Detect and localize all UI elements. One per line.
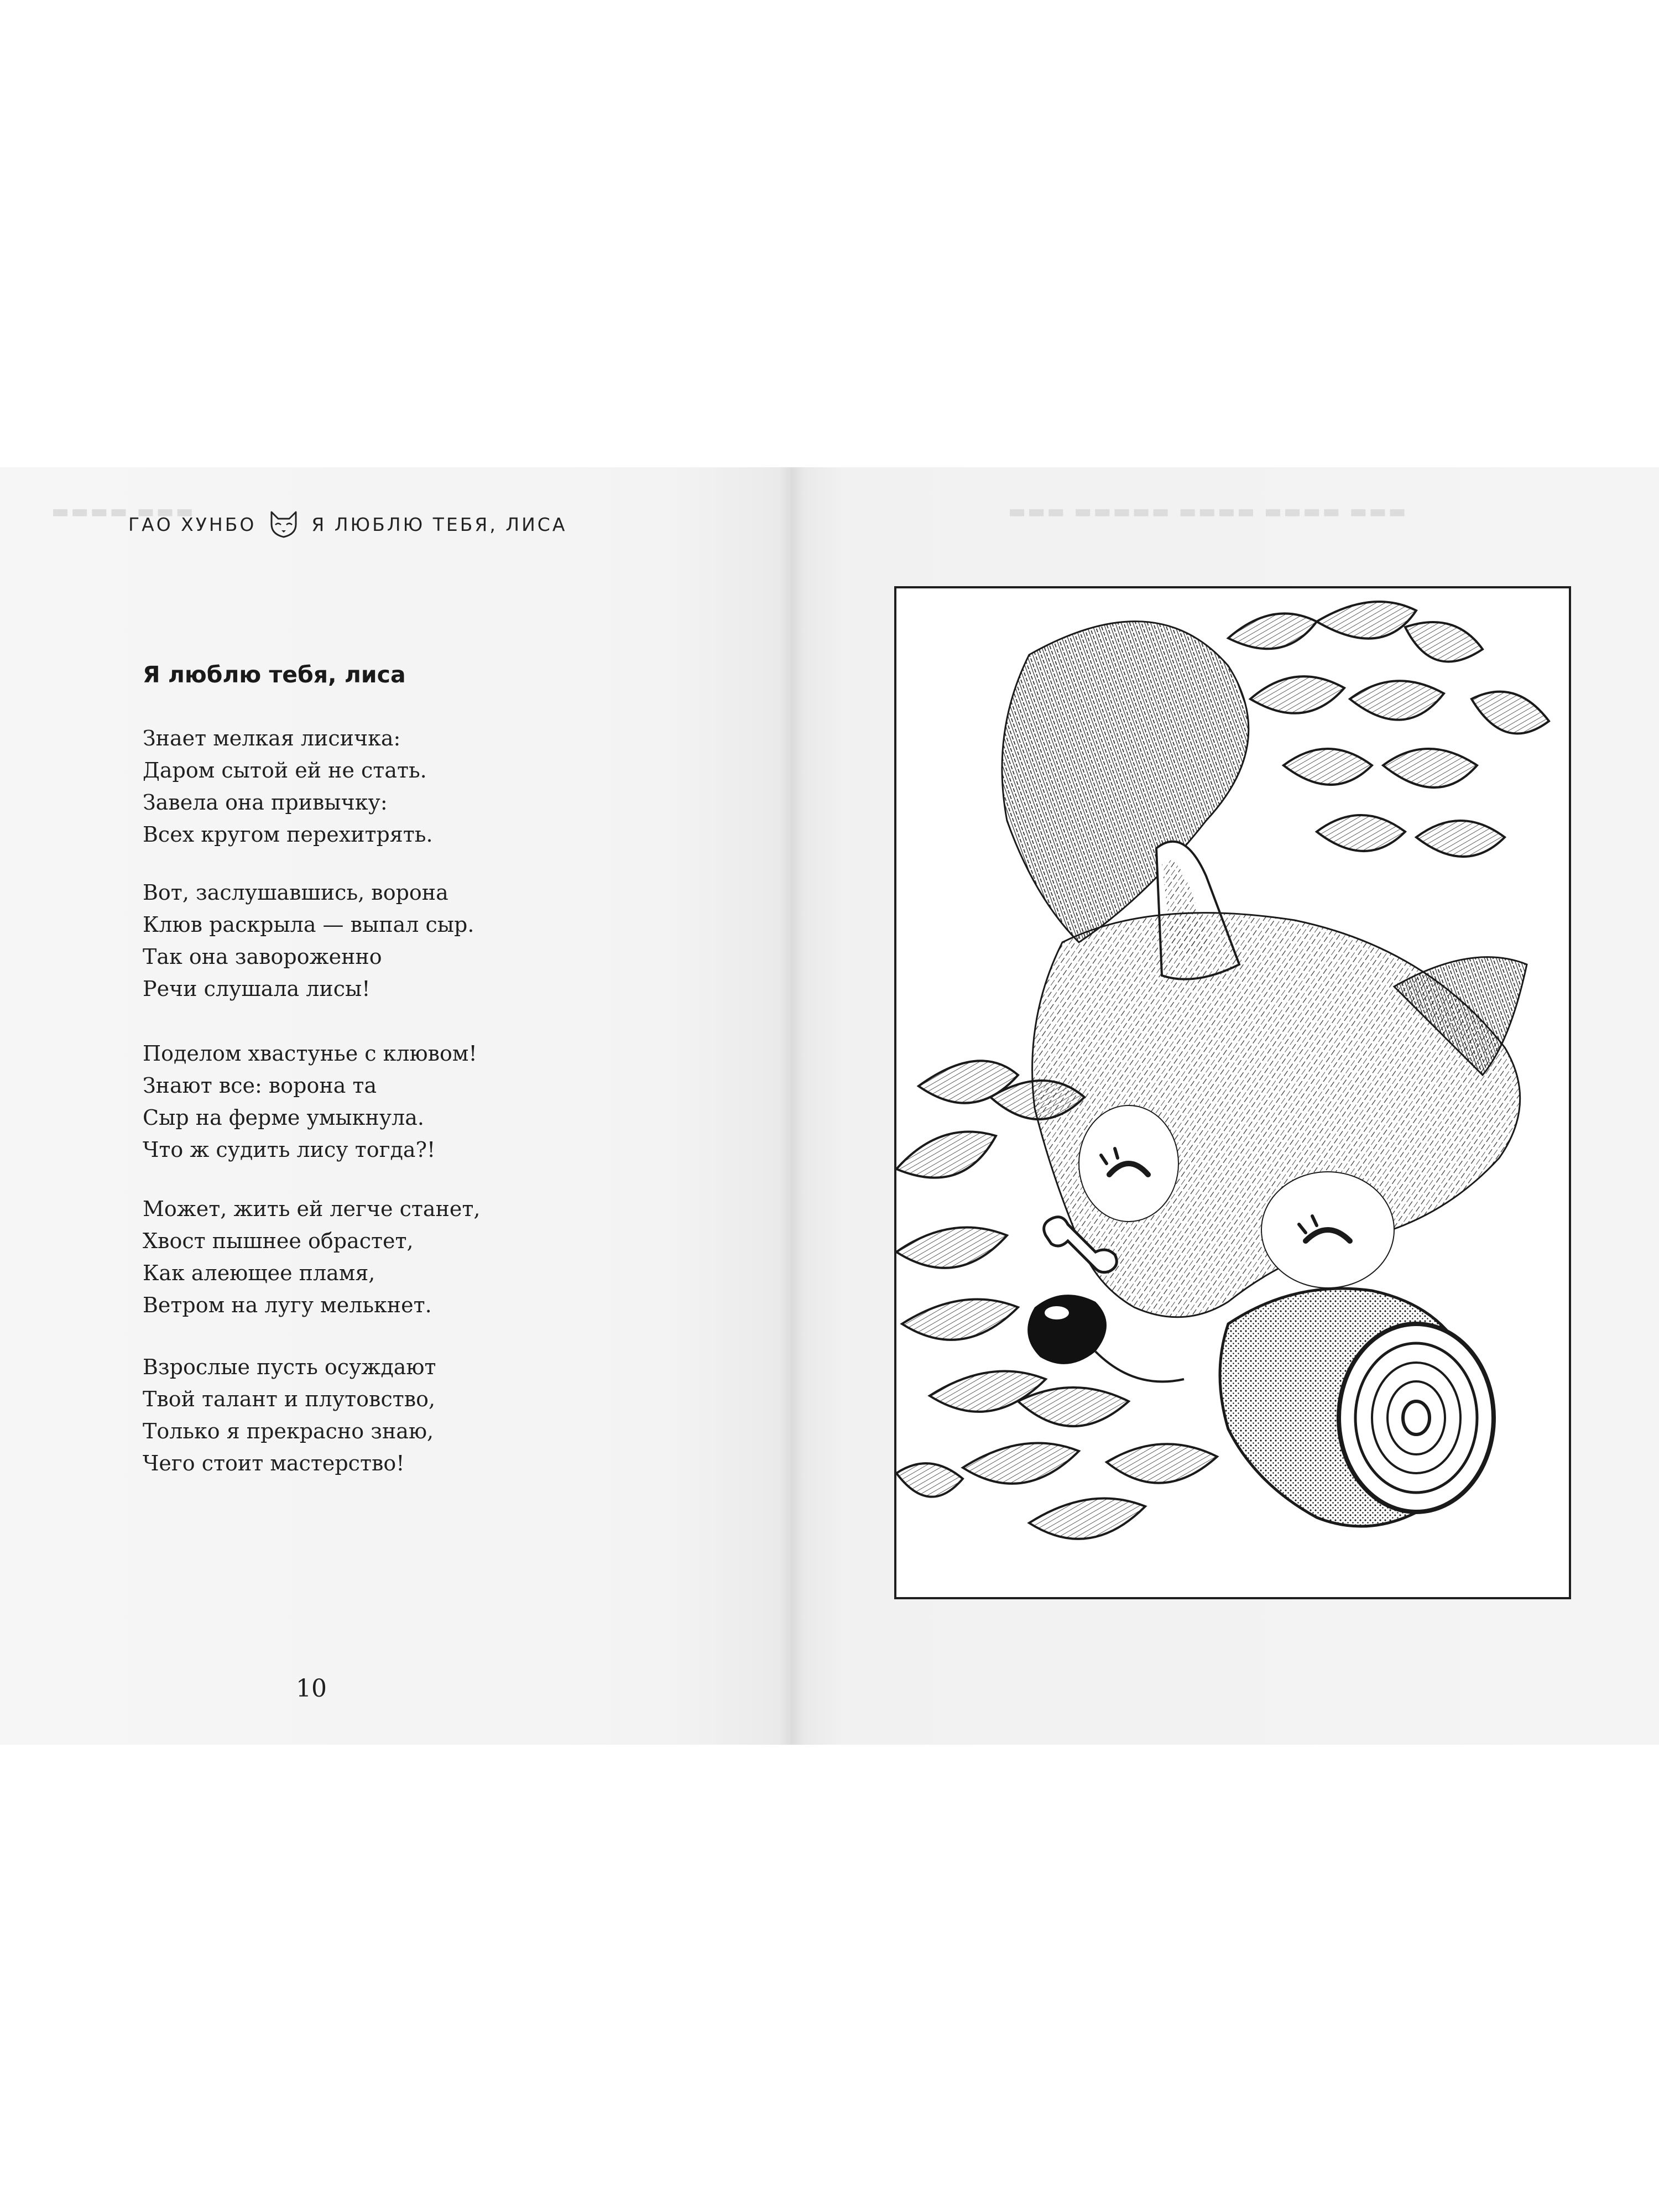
show-through-text: ▬▬▬ ▬▬▬▬ [50, 500, 194, 523]
stanza-2 [143, 877, 640, 1005]
illustration-frame [894, 586, 1571, 1599]
stanza-3 [143, 1037, 640, 1166]
poem-line: Речи слушала лисы! [143, 977, 371, 1001]
poem-line: Только я прекрасно знаю, [143, 1419, 434, 1443]
poem-title: Я люблю тебя, лиса [143, 661, 406, 688]
poem-line: Ветром на лугу мелькнет. [143, 1293, 432, 1317]
running-header [128, 508, 567, 541]
poem-line: Поделом хвастунье с клювом! [143, 1041, 477, 1066]
poem-line: Всех кругом перехитрять. [143, 822, 433, 847]
header-author: ГАО ХУНБО [128, 513, 257, 535]
poem-line: Знают все: ворона та [143, 1073, 377, 1098]
show-through-text: ▬▬▬ ▬▬▬▬ ▬▬▬▬ ▬▬▬▬▬ ▬▬▬ [1006, 500, 1406, 523]
poem-line: Завела она привычку: [143, 790, 388, 815]
stanza-5 [143, 1351, 640, 1479]
poem-line: Клюв раскрыла — выпал сыр. [143, 912, 474, 937]
poem-line: Твой талант и плутовство, [143, 1387, 436, 1411]
stanza-4 [143, 1193, 640, 1321]
fox-with-leaves-illustration [896, 588, 1569, 1597]
book-gutter [779, 467, 804, 1745]
poem-line: Сыр на ферме умыкнула. [143, 1105, 424, 1130]
header-book-title: Я ЛЮБЛЮ ТЕБЯ, ЛИСА [311, 513, 567, 535]
poem-line: Что ж судить лису тогда?! [143, 1138, 436, 1162]
page-number: 10 [296, 1674, 327, 1703]
fox-head-icon [268, 510, 299, 539]
poem-line: Может, жить ей легче станет, [143, 1197, 481, 1221]
poem-line: Вот, заслушавшись, ворона [143, 880, 448, 905]
poem-line: Хвост пышнее обрастет, [143, 1229, 414, 1253]
poem-line: Как алеющее пламя, [143, 1261, 375, 1285]
poem-line: Даром сытой ей не стать. [143, 758, 427, 782]
stanza-1 [143, 722, 640, 851]
poem-line: Чего стоит мастерство! [143, 1451, 405, 1475]
poem-line: Взрослые пусть осуждают [143, 1355, 436, 1379]
poem-line: Так она завороженно [143, 945, 382, 969]
poem-line: Знает мелкая лисичка: [143, 726, 401, 750]
